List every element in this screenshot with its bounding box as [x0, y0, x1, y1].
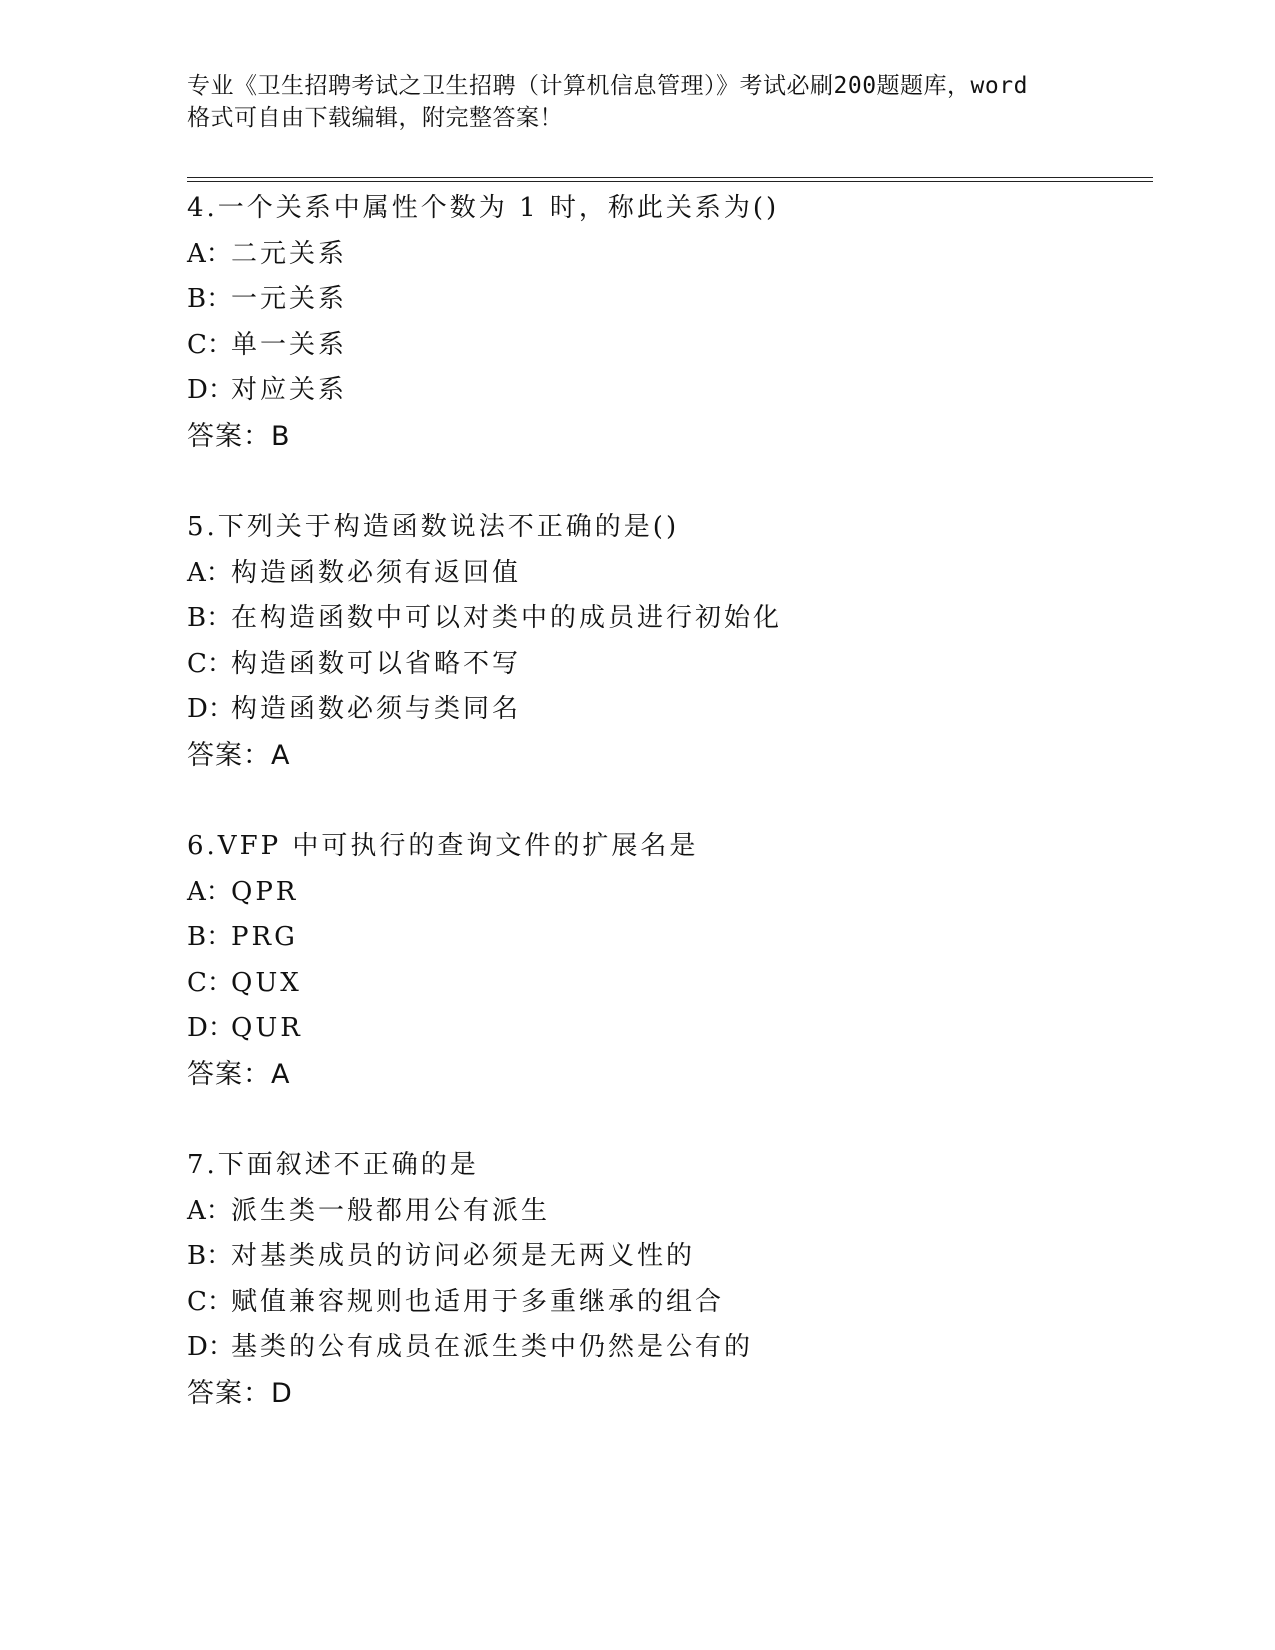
- header-divider-bottom: [187, 181, 1153, 182]
- question-stem: 4.一个关系中属性个数为 1 时，称此关系为(): [187, 193, 780, 223]
- option-label: B：: [187, 284, 233, 314]
- header-title-line-2: 格式可自由下载编辑，附完整答案！: [187, 105, 563, 131]
- option-text: 二元关系: [231, 238, 348, 269]
- question-item: [187, 505, 1147, 778]
- option-text: QPR: [231, 876, 299, 907]
- question-item: [187, 186, 1147, 459]
- option-text: 赋值兼容规则也适用于多重继承的组合: [231, 1286, 725, 1317]
- option-label: C：: [187, 648, 233, 679]
- option-a: [187, 870, 1147, 916]
- option-label: A：: [187, 557, 232, 588]
- option-text: 构造函数必须有返回值: [231, 557, 522, 588]
- option-text: QUX: [231, 967, 302, 998]
- question-item: [187, 824, 1147, 1097]
- question-stem: 5.下列关于构造函数说法不正确的是(): [187, 512, 680, 542]
- option-text: 构造函数可以省略不写: [231, 648, 522, 679]
- question-item: [187, 1143, 1147, 1416]
- option-label: A：: [187, 238, 232, 269]
- option-c: [187, 961, 1147, 1007]
- option-d: [187, 1006, 1147, 1052]
- option-b: [187, 277, 1147, 323]
- option-text: 在构造函数中可以对类中的成员进行初始化: [231, 603, 783, 633]
- option-text: 对应关系: [231, 375, 348, 405]
- document-header: [187, 70, 1087, 134]
- option-d: [187, 687, 1147, 733]
- option-label: D：: [187, 375, 234, 405]
- option-label: B：: [187, 922, 233, 952]
- option-text: 派生类一般都用公有派生: [231, 1195, 551, 1226]
- option-d: [187, 368, 1147, 414]
- option-a: [187, 232, 1147, 278]
- answer-line: 答案：B: [187, 420, 291, 452]
- option-b: [187, 1234, 1147, 1280]
- answer-line: 答案：A: [187, 739, 291, 771]
- option-text: 一元关系: [231, 284, 348, 314]
- answer-line: 答案：A: [187, 1058, 291, 1090]
- option-a: [187, 551, 1147, 597]
- option-label: D：: [187, 1332, 234, 1362]
- option-label: D：: [187, 694, 234, 724]
- option-text: 构造函数必须与类同名: [231, 694, 522, 724]
- option-text: 单一关系: [231, 329, 348, 360]
- option-d: [187, 1325, 1147, 1371]
- header-title-line-1: 专业《卫生招聘考试之卫生招聘（计算机信息管理）》考试必刷200题题库，word: [187, 73, 1028, 99]
- option-text: QUR: [231, 1013, 303, 1043]
- option-label: D：: [187, 1013, 234, 1043]
- answer-line: 答案：D: [187, 1377, 293, 1409]
- option-c: [187, 1280, 1147, 1326]
- option-b: [187, 596, 1147, 642]
- option-text: 对基类成员的访问必须是无两义性的: [231, 1241, 696, 1271]
- option-label: B：: [187, 603, 233, 633]
- header-divider-top: [187, 177, 1153, 178]
- question-stem: 7.下面叙述不正确的是: [187, 1150, 479, 1180]
- option-text: 基类的公有成员在派生类中仍然是公有的: [231, 1332, 754, 1362]
- option-label: C：: [187, 1286, 233, 1317]
- option-text: PRG: [231, 922, 298, 952]
- option-c: [187, 323, 1147, 369]
- option-b: [187, 915, 1147, 961]
- option-label: B：: [187, 1241, 233, 1271]
- question-stem: 6.VFP 中可执行的查询文件的扩展名是: [187, 831, 699, 861]
- option-c: [187, 642, 1147, 688]
- option-label: C：: [187, 329, 233, 360]
- question-list: [187, 186, 1147, 1462]
- option-label: A：: [187, 876, 232, 907]
- option-label: C：: [187, 967, 233, 998]
- option-a: [187, 1189, 1147, 1235]
- option-label: A：: [187, 1195, 232, 1226]
